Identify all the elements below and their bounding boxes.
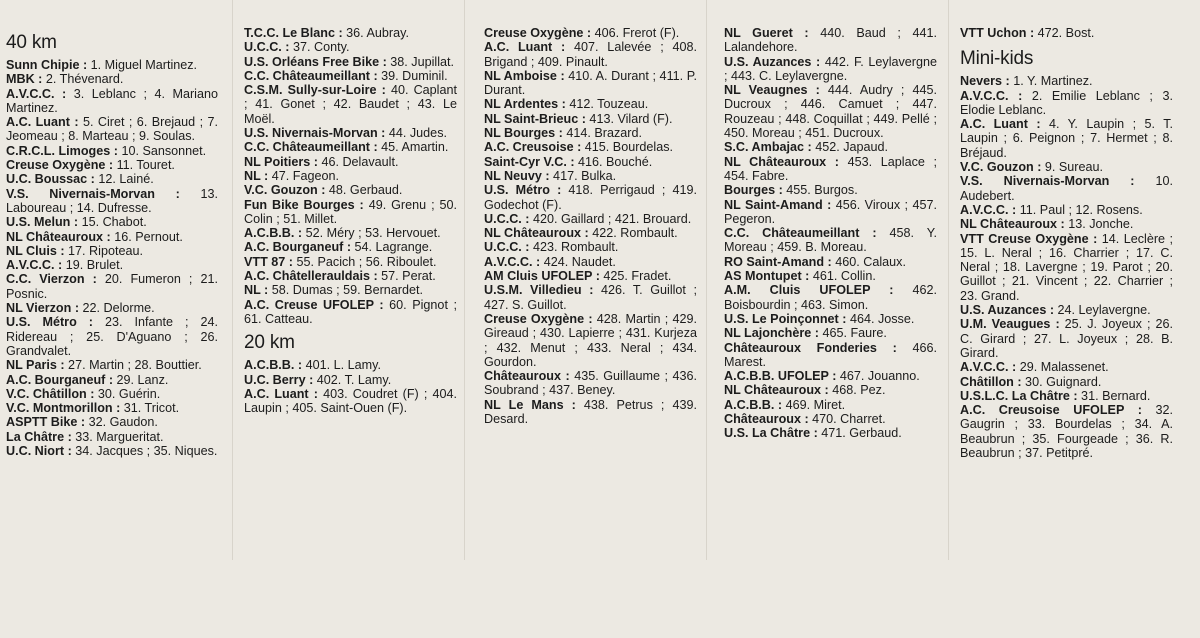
riders: 38. Jupillat. <box>386 54 455 69</box>
club-name: U.C. Niort : <box>6 444 72 459</box>
club-name: T.C.C. Le Blanc : <box>244 26 343 40</box>
riders: 52. Méry ; 53. Hervouet. <box>302 226 441 241</box>
result-entry <box>484 40 697 69</box>
club-name: VTT Creuse Oxygène : <box>960 231 1098 246</box>
result-entry <box>6 301 218 315</box>
club-name: C.S.M. Sully-sur-Loire : <box>244 83 386 98</box>
result-entry <box>724 226 937 255</box>
column-divider <box>706 0 707 560</box>
club-name: NL Châteauroux : <box>960 217 1065 232</box>
riders: 440. Baud ; 441. Lalandehore. <box>724 26 938 55</box>
riders: 46. Delavault. <box>317 154 399 169</box>
club-name: U.S. Auzances : <box>724 54 821 69</box>
section-heading-20km: 20 km <box>244 332 295 354</box>
riders: 5. Ciret ; 6. Brejaud ; 7. Jeomeau ; 8. Marteau ; 9. Soulas. <box>6 115 219 144</box>
riders: 36. Aubray. <box>342 26 409 40</box>
riders: 471. Gerbaud. <box>817 426 902 441</box>
result-entry <box>724 155 937 184</box>
club-name: U.C.C. : <box>484 240 530 255</box>
result-entry <box>484 255 697 269</box>
result-entry <box>724 412 937 426</box>
result-entry <box>724 341 937 370</box>
result-entry <box>244 198 457 227</box>
result-entry <box>724 283 937 312</box>
club-name: U.S. Orléans Free Bike : <box>244 54 387 69</box>
column-divider <box>464 0 465 560</box>
result-entry <box>244 55 457 69</box>
club-name: U.S.M. Villedieu : <box>484 283 594 298</box>
result-entry <box>6 430 218 444</box>
result-entry <box>6 230 218 244</box>
result-entry <box>244 283 457 297</box>
result-entry <box>244 26 457 40</box>
club-name: S.C. Ambajac : <box>724 140 812 155</box>
riders: 413. Vilard (F). <box>585 111 673 126</box>
club-name: NL Lajonchère : <box>724 326 819 341</box>
riders: 10. Sansonnet. <box>117 143 207 158</box>
riders: 460. Calaux. <box>831 254 906 269</box>
club-name: U.S. Métro : <box>6 315 93 330</box>
riders: 12. Lainé. <box>94 172 154 187</box>
result-entry <box>244 40 457 54</box>
club-name: Creuse Oxygène : <box>484 26 592 40</box>
club-name: NL Bourges : <box>484 126 563 141</box>
riders: 34. Jacques ; 35. Niques. <box>71 444 218 459</box>
club-name: A.C. Creuse UFOLEP : <box>244 297 384 312</box>
result-entry <box>484 169 697 183</box>
riders: 33. Margueritat. <box>71 429 164 444</box>
riders: 453. Laplace ; 454. Fabre. <box>724 154 938 183</box>
result-entry <box>6 401 218 415</box>
result-entry <box>6 187 218 216</box>
riders: 29. Lanz. <box>113 372 169 387</box>
result-entry <box>960 403 1173 460</box>
club-name: Châteauroux : <box>724 412 809 427</box>
club-name: A.C. Bourganeuf : <box>244 240 352 255</box>
club-name: NL Châteauroux : <box>484 226 589 241</box>
result-entry <box>6 87 218 116</box>
result-entry <box>960 232 1173 303</box>
riders: 444. Audry ; 445. Ducroux ; 446. Camuet ; 447. Rouzeau ; 448. Coquillat ; 449. Pellé ; 450. Moreau ; 451. Ducroux. <box>724 83 937 141</box>
riders: 4. Y. Laupin ; 5. T. Laupin ; 6. Peignon ; 7. Hermet ; 8. Bréjaud. <box>960 117 1174 160</box>
result-entry <box>484 240 697 254</box>
club-name: NL Poitiers : <box>244 154 318 169</box>
result-entry <box>6 387 218 401</box>
club-name: NL : <box>244 168 269 183</box>
club-name: NL Le Mans : <box>484 397 576 412</box>
result-entry <box>484 155 697 169</box>
club-name: U.C. Boussac : <box>6 172 95 187</box>
club-name: A.C. Creusoise : <box>484 140 582 155</box>
club-name: C.C. Châteaumeillant : <box>724 226 877 241</box>
club-name: Châteauroux : <box>484 369 570 384</box>
riders: 37. Conty. <box>289 40 350 55</box>
riders: 30. Guignard. <box>1021 374 1102 389</box>
riders: 465. Faure. <box>818 326 887 341</box>
column-20km <box>484 26 697 426</box>
club-name: La Châtre : <box>6 429 72 444</box>
club-name: VTT Uchon : <box>960 26 1035 40</box>
result-entry <box>6 72 218 86</box>
riders: 469. Miret. <box>782 397 846 412</box>
club-name: C.C. Châteaumeillant : <box>244 68 378 83</box>
club-name: U.S. Le Poinçonnet : <box>724 311 847 326</box>
result-entry <box>6 444 218 458</box>
result-entry <box>484 283 697 312</box>
riders: 403. Coudret (F) ; 404. Laupin ; 405. Saint-Ouen (F). <box>244 386 458 416</box>
result-entry <box>484 226 697 240</box>
result-entry <box>724 55 937 84</box>
riders: 406. Frerot (F). <box>591 26 680 40</box>
riders: 32. Gaudon. <box>85 415 158 430</box>
riders: 417. Bulka. <box>549 168 617 183</box>
club-name: Bourges : <box>724 183 783 198</box>
result-entry <box>244 226 457 240</box>
result-entry <box>484 126 697 140</box>
riders: 23. Infante ; 24. Ridereau ; 25. D'Aguano ; 26. Grandvalet. <box>6 315 218 358</box>
result-entry <box>484 26 697 40</box>
result-entry <box>6 258 218 272</box>
club-name: Creuse Oxygène : <box>484 311 593 326</box>
club-name: A.C. Creusoise UFOLEP : <box>960 403 1142 418</box>
riders: 468. Pez. <box>828 383 886 398</box>
result-entry <box>6 215 218 229</box>
riders: 58. Dumas ; 59. Bernardet. <box>268 283 423 298</box>
club-name: Châtillon : <box>960 374 1022 389</box>
riders: 407. Lalevée ; 408. Brigand ; 409. Pinault. <box>484 40 698 69</box>
riders: 402. T. Lamy. <box>313 372 392 387</box>
riders: 22. Delorme. <box>79 301 155 316</box>
club-name: NL Châteauroux : <box>724 383 829 398</box>
result-entry <box>724 383 937 397</box>
result-entry <box>6 315 218 358</box>
riders: 412. Touzeau. <box>565 97 649 112</box>
column-20km-continued <box>724 26 937 441</box>
riders: 39. Duminil. <box>377 68 448 83</box>
riders: 1. Y. Martinez. <box>1009 74 1093 89</box>
riders: 13. Jonche. <box>1064 217 1134 232</box>
riders: 31. Tricot. <box>120 401 180 416</box>
column-divider <box>948 0 949 560</box>
riders: 442. F. Leylavergne ; 443. C. Leylavergne. <box>724 54 938 83</box>
result-entry <box>6 415 218 429</box>
result-entry <box>244 298 457 327</box>
result-entry <box>244 83 457 126</box>
club-name: NL Saint-Amand : <box>724 197 832 212</box>
club-name: A.V.C.C. : <box>6 258 63 273</box>
club-name: V.S. Nivernais-Morvan : <box>960 174 1135 189</box>
club-name: Fun Bike Bourges : <box>244 197 364 212</box>
column-divider <box>232 0 233 560</box>
section-heading-mini-kids: Mini-kids <box>960 48 1034 70</box>
riders: 428. Martin ; 429. Gireaud ; 430. Lapierre ; 431. Kurjeza ; 432. Menut ; 433. Neral ; 434. Gourdon. <box>484 311 697 369</box>
club-name: U.S. Melun : <box>6 215 79 230</box>
riders: 415. Bourdelas. <box>581 140 673 155</box>
result-entry <box>724 26 937 55</box>
column-40km-continued <box>244 26 457 415</box>
riders: 48. Gerbaud. <box>325 183 403 198</box>
club-name: U.C.C. : <box>244 40 290 55</box>
result-entry <box>244 140 457 154</box>
riders: 455. Burgos. <box>782 183 858 198</box>
result-entry <box>724 198 937 227</box>
result-entry <box>960 217 1173 231</box>
club-name: A.V.C.C. : <box>960 202 1017 217</box>
result-entry <box>244 255 457 269</box>
club-name: U.S. Auzances : <box>960 303 1055 318</box>
club-name: NL Neuvy : <box>484 168 550 183</box>
result-entry <box>960 317 1173 360</box>
result-entry <box>6 373 218 387</box>
section-heading-40km: 40 km <box>6 32 57 53</box>
result-entry <box>244 387 457 416</box>
riders: 10. Audebert. <box>960 174 1173 203</box>
result-entry <box>484 312 697 369</box>
result-entry <box>960 26 1173 40</box>
club-name: NL Châteauroux : <box>6 229 111 244</box>
riders: 410. A. Durant ; 411. P. Durant. <box>484 68 697 98</box>
club-name: U.S.L.C. La Châtre : <box>960 388 1078 403</box>
club-name: NL Ardentes : <box>484 97 566 112</box>
riders: 425. Fradet. <box>599 269 672 284</box>
club-name: V.C. Châtillon : <box>6 386 95 401</box>
result-entry <box>6 115 218 144</box>
club-name: Châteauroux Fonderies : <box>724 340 897 355</box>
club-name: NL Veaugnes : <box>724 83 820 98</box>
club-name: NL Saint-Brieuc : <box>484 111 586 126</box>
result-entry <box>724 326 937 340</box>
riders: 452. Japaud. <box>811 140 889 155</box>
riders: 55. Pacich ; 56. Riboulet. <box>293 254 437 269</box>
result-entry <box>244 358 457 372</box>
result-entry <box>724 140 937 154</box>
riders: 414. Brazard. <box>562 126 642 141</box>
riders: 44. Judes. <box>385 126 447 141</box>
riders: 467. Jouanno. <box>836 369 920 384</box>
club-name: A.C. Luant : <box>244 386 318 401</box>
club-name: C.C. Vierzon : <box>6 272 97 287</box>
result-entry <box>244 169 457 183</box>
result-entry <box>484 140 697 154</box>
club-name: A.V.C.C. : <box>960 360 1017 375</box>
result-entry <box>960 89 1173 118</box>
club-name: U.M. Veaugues : <box>960 317 1060 332</box>
riders: 416. Bouché. <box>574 154 653 169</box>
result-entry <box>244 269 457 283</box>
club-name: VTT 87 : <box>244 254 293 269</box>
column-40km <box>6 30 218 458</box>
club-name: C.R.C.L. Limoges : <box>6 143 118 158</box>
riders: 13. Laboureau ; 14. Dufresse. <box>6 186 218 215</box>
result-entry <box>6 144 218 158</box>
riders: 54. Lagrange. <box>351 240 433 255</box>
riders: 2. Emilie Leblanc ; 3. Elodie Leblanc. <box>960 88 1173 117</box>
club-name: V.C. Gouzon : <box>960 160 1042 175</box>
club-name: V.C. Gouzon : <box>244 183 326 198</box>
riders: 466. Marest. <box>724 340 937 369</box>
riders: 32. Gaugrin ; 33. Bourdelas ; 34. A. Beaubrun ; 35. Fourgeade ; 36. R. Beaubrun ; 37. Petitpré. <box>960 403 1174 461</box>
result-entry <box>960 389 1173 403</box>
riders: 458. Y. Moreau ; 459. B. Moreau. <box>724 226 937 255</box>
result-entry <box>6 158 218 172</box>
club-name: A.C. Bourganeuf : <box>6 372 114 387</box>
riders: 57. Perat. <box>377 269 436 284</box>
riders: 422. Rombault. <box>588 226 678 241</box>
club-name: A.M. Cluis UFOLEP : <box>724 283 894 298</box>
riders: 472. Bost. <box>1034 26 1095 40</box>
result-entry <box>244 183 457 197</box>
club-name: RO Saint-Amand : <box>724 254 832 269</box>
result-entry <box>960 375 1173 389</box>
result-entry <box>6 272 218 301</box>
club-name: A.C. Luant : <box>484 40 566 55</box>
club-name: NL Amboise : <box>484 68 565 83</box>
riders: 462. Boisbourdin ; 463. Simon. <box>724 283 937 312</box>
result-entry <box>6 58 218 72</box>
result-entry <box>6 172 218 186</box>
result-entry <box>484 97 697 111</box>
riders: 1. Miguel Martinez. <box>87 58 198 72</box>
club-name: Creuse Oxygène : <box>6 158 114 173</box>
club-name: Saint-Cyr V.C. : <box>484 154 575 169</box>
riders: 461. Collin. <box>809 269 876 284</box>
riders: 40. Caplant ; 41. Gonet ; 42. Baudet ; 43. Le Moël. <box>244 83 457 126</box>
result-entry <box>960 174 1173 203</box>
result-entry <box>724 398 937 412</box>
result-entry <box>960 203 1173 217</box>
riders: 438. Petrus ; 439. Desard. <box>484 397 697 427</box>
riders: 29. Malassenet. <box>1016 360 1109 375</box>
result-entry <box>244 126 457 140</box>
riders: 401. L. Lamy. <box>302 358 381 373</box>
club-name: NL Gueret : <box>724 26 809 40</box>
result-entry <box>244 69 457 83</box>
riders: 16. Pernout. <box>110 229 183 244</box>
result-entry <box>6 358 218 372</box>
riders: 3. Leblanc ; 4. Mariano Martinez. <box>6 86 218 115</box>
riders: 49. Grenu ; 50. Colin ; 51. Millet. <box>244 197 458 226</box>
result-entry <box>244 240 457 254</box>
riders: 17. Ripoteau. <box>64 243 143 258</box>
club-name: A.C. Châtellerauldais : <box>244 269 378 284</box>
result-entry <box>724 255 937 269</box>
club-name: U.S. Nivernais-Morvan : <box>244 126 386 141</box>
club-name: A.V.C.C. : <box>484 254 541 269</box>
riders: 420. Gaillard ; 421. Brouard. <box>529 211 692 226</box>
riders: 424. Naudet. <box>540 254 616 269</box>
riders: 11. Touret. <box>113 158 175 173</box>
riders: 25. J. Joyeux ; 26. C. Girard ; 27. L. Joyeux ; 28. B. Girard. <box>960 317 1173 360</box>
result-entry <box>724 83 937 140</box>
riders: 423. Rombault. <box>529 240 619 255</box>
result-entry <box>724 312 937 326</box>
club-name: A.C.B.B. : <box>724 397 783 412</box>
riders: 470. Charret. <box>808 412 886 427</box>
result-entry <box>960 303 1173 317</box>
riders: 45. Amartin. <box>377 140 449 155</box>
club-name: NL Vierzon : <box>6 301 80 316</box>
club-name: V.S. Nivernais-Morvan : <box>6 186 180 201</box>
club-name: A.V.C.C. : <box>6 86 67 101</box>
riders: 47. Fageon. <box>268 168 339 183</box>
result-entry <box>724 183 937 197</box>
riders: 20. Fumeron ; 21. Posnic. <box>6 272 219 301</box>
riders: 14. Leclère ; 15. L. Neral ; 16. Charrier ; 17. C. Neral ; 18. Lavergne ; 19. Parot ; 20. Guillot ; 21. Vincent ; 22. Charrier ; 23. Grand. <box>960 231 1173 303</box>
result-entry <box>244 373 457 387</box>
riders: 9. Sureau. <box>1041 160 1104 175</box>
result-entry <box>484 69 697 98</box>
result-entry <box>960 74 1173 88</box>
club-name: ASPTT Bike : <box>6 415 86 430</box>
club-name: A.V.C.C. : <box>960 88 1023 103</box>
result-entry <box>6 244 218 258</box>
club-name: U.C. Berry : <box>244 372 314 387</box>
riders: 24. Leylavergne. <box>1054 303 1151 318</box>
result-entry <box>244 155 457 169</box>
riders: 60. Pignot ; 61. Catteau. <box>244 297 457 326</box>
riders: 15. Chabot. <box>78 215 147 230</box>
result-entry <box>484 212 697 226</box>
club-name: AS Montupet : <box>724 269 810 284</box>
club-name: A.C.B.B. : <box>244 358 303 373</box>
result-entry <box>484 398 697 427</box>
club-name: C.C. Châteaumeillant : <box>244 140 378 155</box>
riders: 418. Perrigaud ; 419. Godechot (F). <box>484 183 698 212</box>
riders: 30. Guérin. <box>94 386 161 401</box>
club-name: MBK : <box>6 72 43 87</box>
club-name: Nevers : <box>960 74 1010 89</box>
result-entry <box>724 426 937 440</box>
club-name: U.S. Métro : <box>484 183 562 198</box>
riders: 435. Guillaume ; 436. Soubrand ; 437. Beney. <box>484 369 698 398</box>
club-name: A.C.B.B. : <box>244 226 303 241</box>
result-entry <box>484 369 697 398</box>
riders: 426. T. Guillot ; 427. S. Guillot. <box>484 283 697 312</box>
club-name: Sunn Chipie : <box>6 58 88 72</box>
result-entry <box>724 269 937 283</box>
result-entry <box>724 369 937 383</box>
result-entry <box>960 117 1173 160</box>
riders: 464. Josse. <box>846 311 915 326</box>
club-name: U.C.C. : <box>484 211 530 226</box>
riders: 2. Thévenard. <box>42 72 124 87</box>
riders: 456. Viroux ; 457. Pegeron. <box>724 197 937 226</box>
riders: 31. Bernard. <box>1077 388 1151 403</box>
club-name: V.C. Montmorillon : <box>6 401 121 416</box>
result-entry <box>484 269 697 283</box>
club-name: A.C.B.B. UFOLEP : <box>724 369 837 384</box>
riders: 19. Brulet. <box>62 258 124 273</box>
club-name: A.C. Luant : <box>6 115 79 130</box>
riders: 27. Martin ; 28. Bouttier. <box>64 358 202 373</box>
club-name: NL Paris : <box>6 358 65 373</box>
club-name: AM Cluis UFOLEP : <box>484 269 600 284</box>
result-entry <box>484 183 697 212</box>
result-entry <box>960 160 1173 174</box>
riders: 11. Paul ; 12. Rosens. <box>1016 202 1143 217</box>
column-mini-kids <box>960 26 1173 460</box>
result-entry <box>484 112 697 126</box>
club-name: NL Châteauroux : <box>724 154 839 169</box>
club-name: A.C. Luant : <box>960 117 1041 132</box>
club-name: NL Cluis : <box>6 243 65 258</box>
club-name: NL : <box>244 283 269 298</box>
club-name: U.S. La Châtre : <box>724 426 818 441</box>
result-entry <box>960 360 1173 374</box>
